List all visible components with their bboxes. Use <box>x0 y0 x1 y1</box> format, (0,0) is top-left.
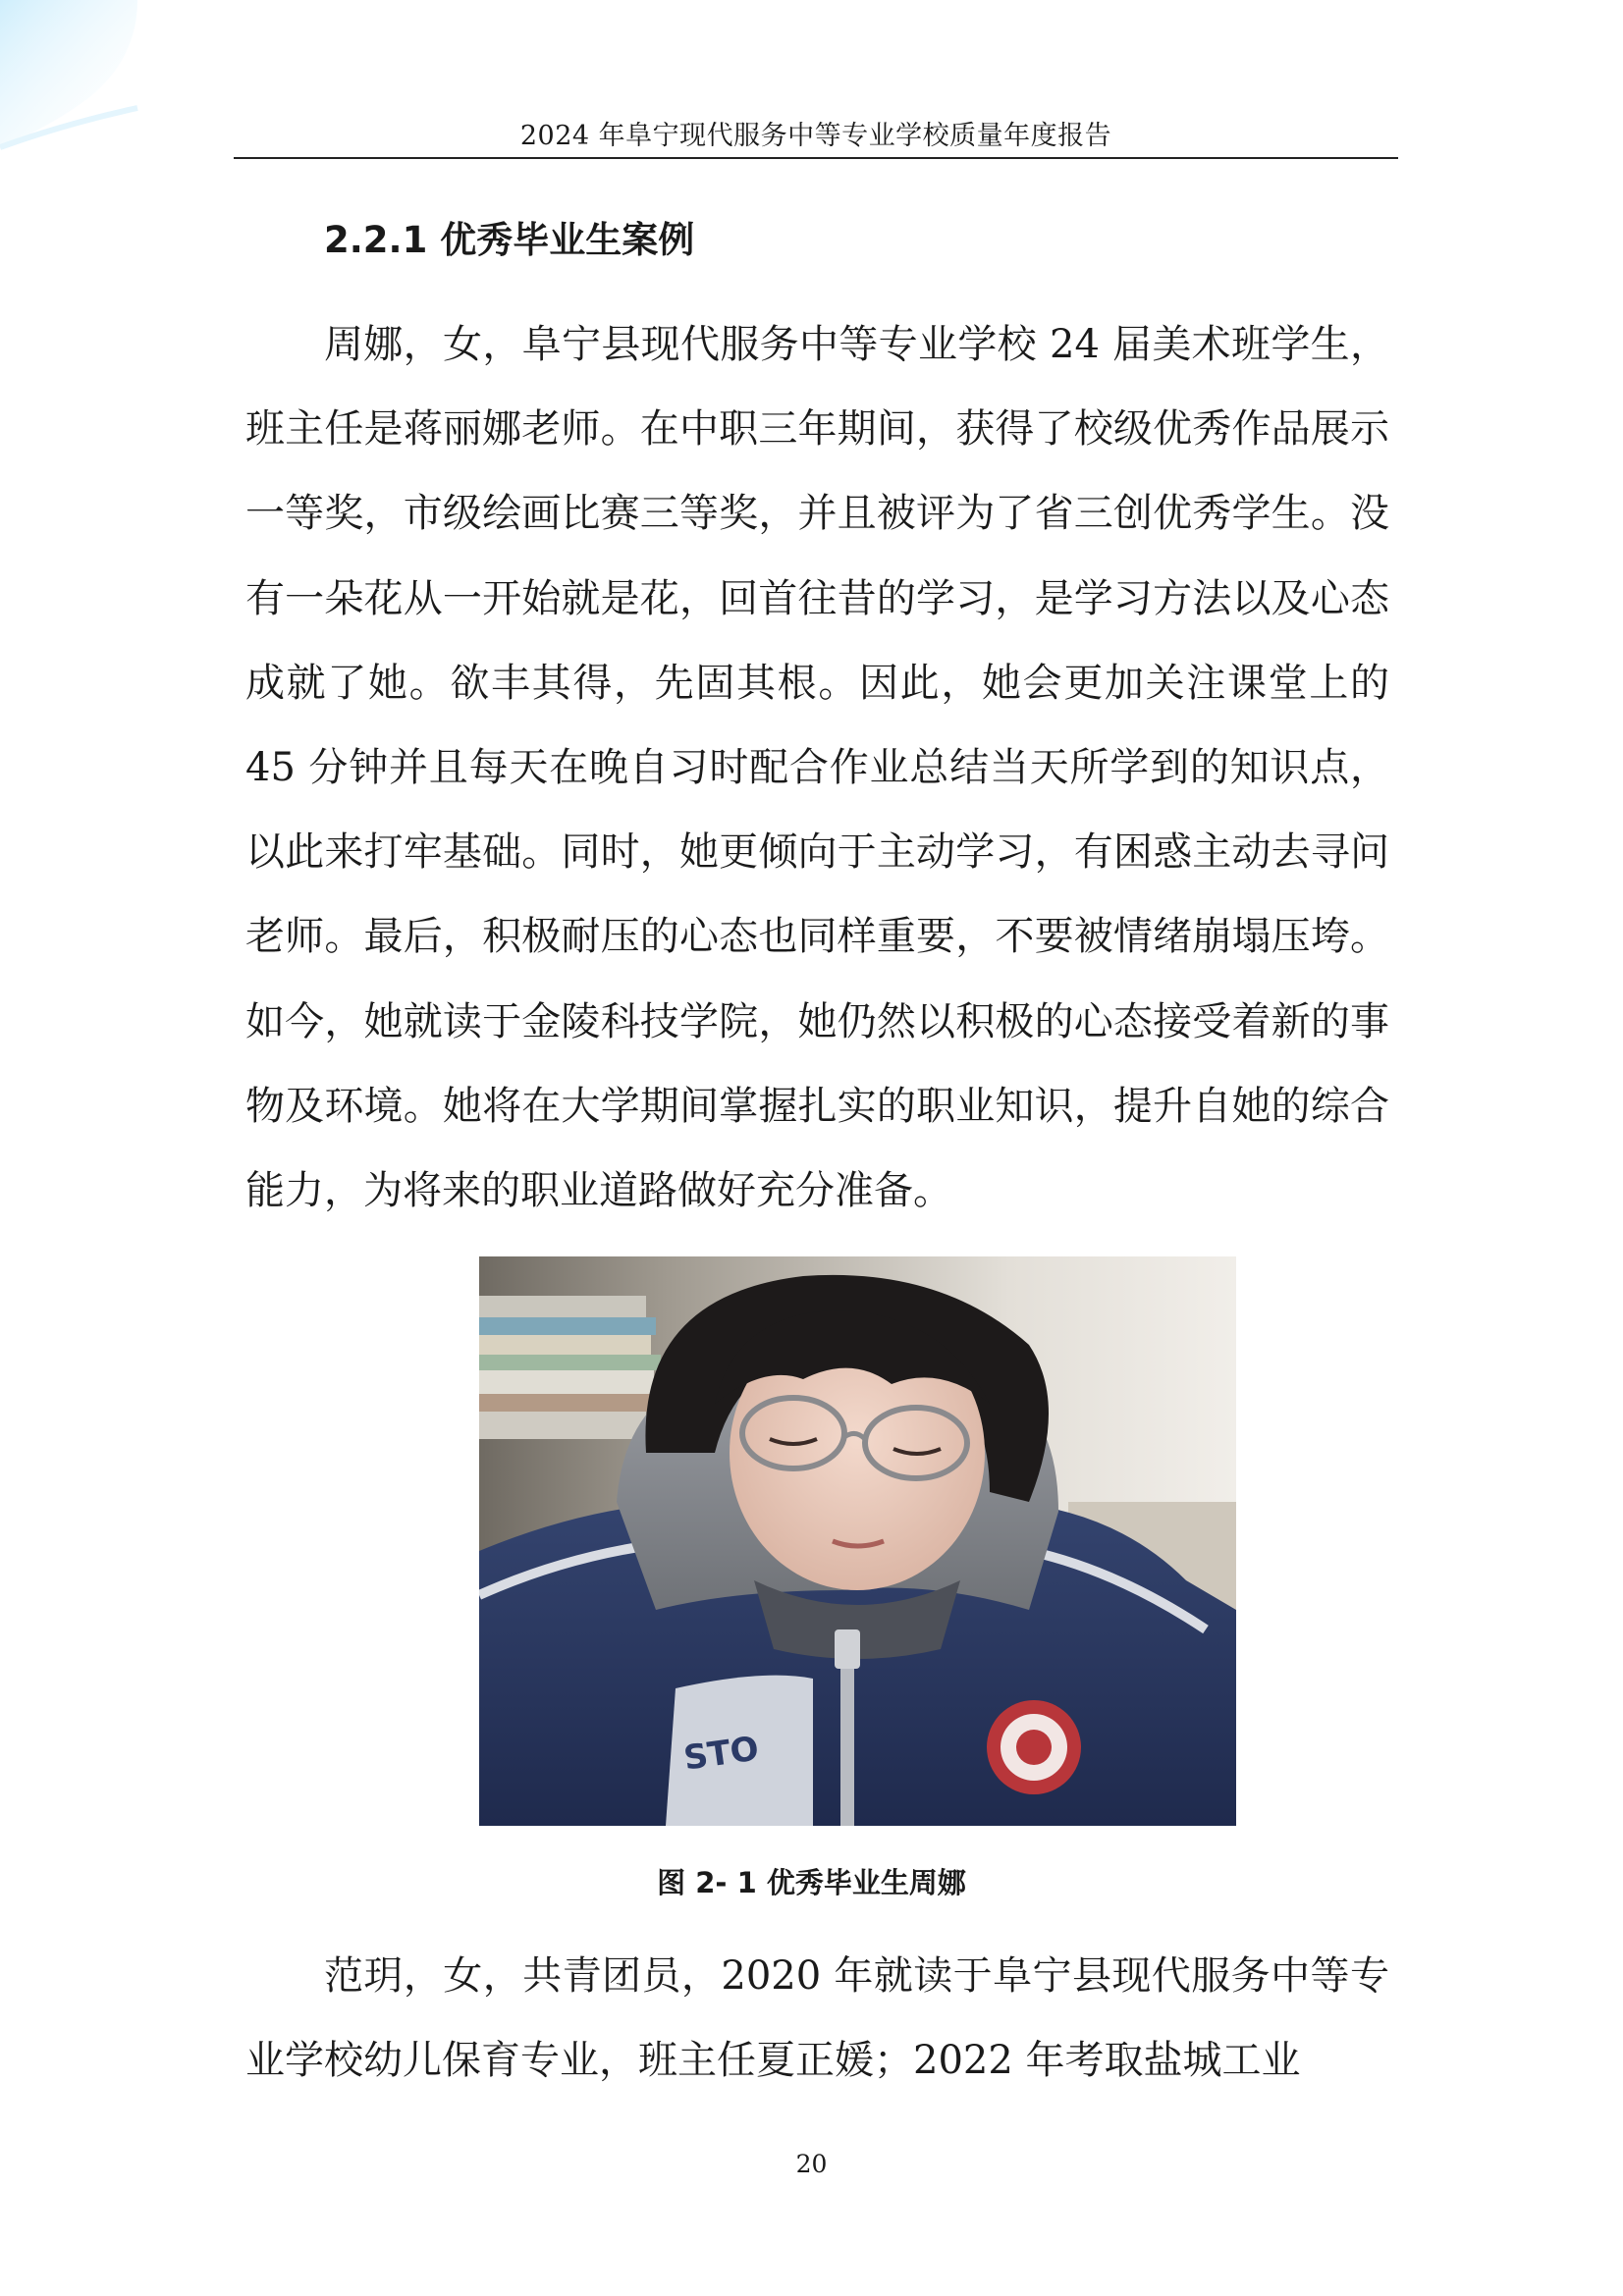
corner-decoration <box>0 0 157 157</box>
paragraph-fan-yue: 范玥，女，共青团员，2020 年就读于阜宁县现代服务中等专业学校幼儿保育专业，班主任夏正媛；2022 年考取盐城工业 <box>245 1953 1389 2084</box>
figure-caption: 图 2- 1 优秀毕业生周娜 <box>657 1866 966 1899</box>
graduate-photo <box>479 1256 1236 1826</box>
section-heading: 2.2.1 优秀毕业生案例 <box>324 219 695 261</box>
svg-text:STO: STO <box>680 1729 762 1779</box>
paragraph-zhou-na: 周娜，女，阜宁县现代服务中等专业学校 24 届美术班学生，班主任是蒋丽娜老师。在中职三年期间，获得了校级优秀作品展示一等奖，市级绘画比赛三等奖，并且被评为了省三创优秀学生。没有一朵花从一开始就是花，回首往昔的学习，是学习方法以及心态成就了她。欲丰其得，先固其根。因此，她会更加关注课堂上的 45 分钟并且每天在晚自习时配合作业总结当天所学到的知识点，以此来打牢基础。同时，她更倾向于主动学习，有困惑主动去寻问老师。最后，积极耐压的心态也同样重要，不要被情绪崩塌压垮。如今，她就读于金陵科技学院，她仍然以积极的心态接受着新的事物及环境。她将在大学期间掌握扎实的职业知识，提升自她的综合能力，为将来的职业道路做好充分准备。 <box>245 322 1389 1214</box>
report-header-title: 2024 年阜宁现代服务中等专业学校质量年度报告 <box>519 121 1112 151</box>
page-number: 20 <box>795 2150 828 2178</box>
header-divider <box>234 157 1398 159</box>
